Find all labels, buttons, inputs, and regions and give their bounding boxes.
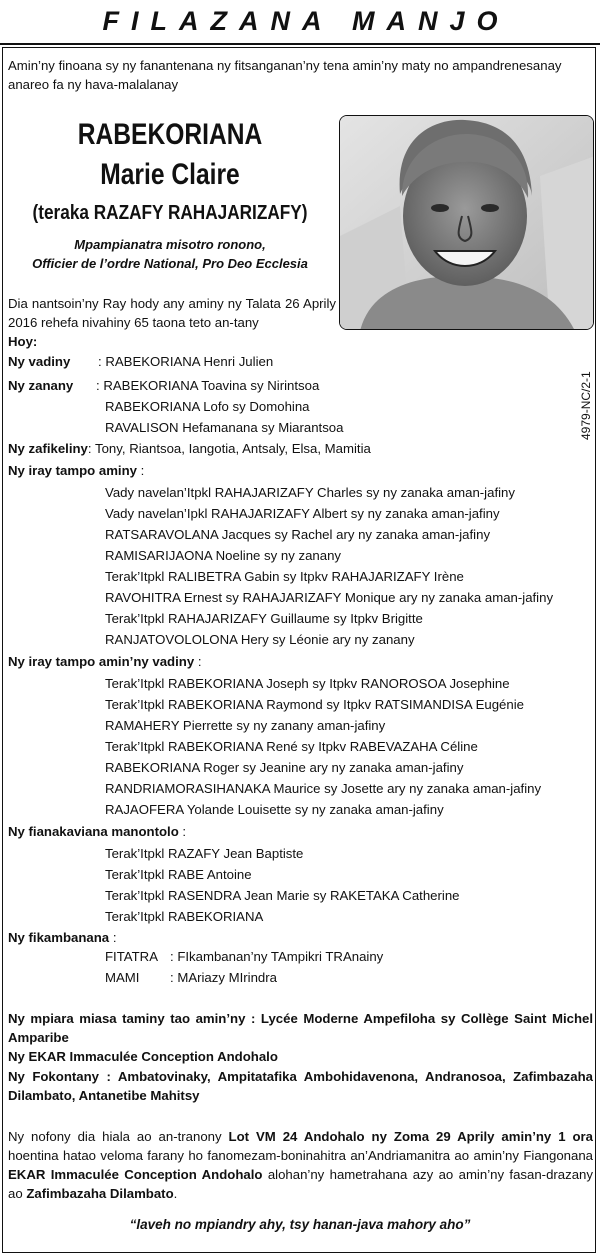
- fianakaviana-heading: [8, 822, 186, 841]
- tampo-vady-line: RAJAOFERA Yolande Louisette sy ny zanaka aman-jafiny: [105, 802, 444, 817]
- tampo-line: RAVOHITRA Ernest sy RAHAJARIZAFY Monique ary ny zanaka aman-jafiny: [105, 590, 554, 605]
- portrait-photo: [339, 115, 594, 330]
- fikambanana-name: : MAriazy MIrindra: [170, 970, 277, 985]
- fikambanana-abbr: FITATRA: [105, 949, 158, 964]
- tampo-vady-line: Terak’Itpkl RABEKORIANA Joseph sy Itpkv RANOROSOA Josephine: [105, 676, 510, 691]
- tampo-vady-heading: [8, 652, 201, 671]
- tampo-vady-label: Ny iray tampo amin’ny vadiny: [8, 654, 195, 669]
- tampo-colon: :: [137, 463, 145, 478]
- tampo-vady-colon: :: [194, 654, 202, 669]
- funeral-place: Lot VM 24 Andohalo ny Zoma 29 Aprily amin’ny 1 ora: [228, 1129, 593, 1144]
- fianakaviana-line: Terak’Itpkl RABEKORIANA: [105, 909, 264, 924]
- zafikeliny-value: : Tony, Riantsoa, Iangotia, Antsaly, Elsa, Mamitia: [87, 441, 371, 456]
- fikambanana-heading: [8, 928, 116, 947]
- fikambanana-abbr: MAMI: [105, 970, 140, 985]
- church-line: Ny EKAR Immaculée Conception Andohalo: [8, 1049, 278, 1064]
- funeral-text: hoentina hatao veloma farany ho fanomezam-boninahitra an’Andriamanitra ao amin’ny Fiangonana: [8, 1148, 593, 1163]
- reference-code: 4979-NC/2-1: [579, 371, 593, 440]
- deceased-surname: RABEKORIANA: [77, 118, 263, 151]
- deceased-titles: [0, 235, 340, 273]
- tampo-label: Ny iray tampo aminy: [8, 463, 137, 478]
- vady-label: Ny vadiny: [8, 354, 71, 369]
- deceased-title-2: Officier de l’ordre National, Pro Deo Ecclesia: [32, 256, 308, 271]
- tampo-vady-line: RABEKORIANA Roger sy Jeanine ary ny zanaka aman-jafiny: [105, 760, 464, 775]
- funeral-paragraph: [8, 1127, 593, 1203]
- tampo-line: RATSARAVOLANA Jacques sy Rachel ary ny zanaka aman-jafiny: [105, 527, 491, 542]
- tampo-line: Vady navelan’Itpkl RAHAJARIZAFY Charles sy ny zanaka aman-jafiny: [105, 485, 515, 500]
- portrait-image: [340, 116, 594, 330]
- page-title: FILAZANA MANJO: [102, 6, 510, 36]
- zanany-line: RAVALISON Hefamanana sy Miarantsoa: [105, 420, 344, 435]
- closing-quote: “laveh no mpiandry ahy, tsy hanan-java mahory aho”: [129, 1217, 471, 1232]
- fianakaviana-line: Terak’Itpkl RASENDRA Jean Marie sy RAKETAKA Catherine: [105, 888, 460, 903]
- fianakaviana-label: Ny fianakaviana manontolo: [8, 824, 179, 839]
- tampo-vady-line: Terak’Itpkl RABEKORIANA Raymond sy Itpkv RATSIMANDISA Eugénie: [105, 697, 524, 712]
- fikambanana-label: Ny fikambanana: [8, 930, 110, 945]
- tampo-vady-line: RANDRIAMORASIHANAKA Maurice sy Josette ary ny zanaka aman-jafiny: [105, 781, 542, 796]
- header-banner: [0, 0, 600, 45]
- zafikeliny-label: Ny zafikeliny: [8, 441, 88, 456]
- fikambanana-name: : FIkambanan’ny TAmpikri TRAnainy: [170, 949, 384, 964]
- deceased-given-names: Marie Claire: [100, 158, 240, 191]
- fokontany-line: Ny Fokontany : Ambatovinaky, Ampitatafika Ambohidavenona, Andranosoa, Zafimbazaha Dilambato, Antanetibe Mahitsy: [8, 1069, 593, 1103]
- hoy-label: Hoy:: [8, 334, 38, 349]
- tampo-line: Terak’Itpkl RALIBETRA Gabin sy Itpkv RAHAJARIZAFY Irène: [105, 569, 464, 584]
- tampo-line: Terak’Itpkl RAHAJARIZAFY Guillaume sy Itpkv Brigitte: [105, 611, 423, 626]
- tampo-line: RANJATOVOLOLONA Hery sy Léonie ary ny zanany: [105, 632, 415, 647]
- funeral-text: Ny nofony dia hiala ao an-tranony: [8, 1129, 229, 1144]
- fianakaviana-line: Terak’Itpkl RABE Antoine: [105, 867, 252, 882]
- fikambanana-colon: :: [109, 930, 117, 945]
- deceased-title-1: Mpampianatra misotro ronono,: [74, 237, 266, 252]
- zanany-label: Ny zanany: [8, 378, 74, 393]
- tampo-vady-line: Terak’Itpkl RABEKORIANA René sy Itpkv RABEVAZAHA Céline: [105, 739, 478, 754]
- tampo-vady-line: RAMAHERY Pierrette sy ny zanany aman-jafiny: [105, 718, 386, 733]
- zanany-line: : RABEKORIANA Toavina sy Nirintsoa: [96, 378, 320, 393]
- deceased-maiden-name: (teraka RAZAFY RAHAJARIZAFY): [32, 202, 308, 224]
- funeral-text: alohan’ny hametrahana azy ao amin’ny fasan-drazany ao: [8, 1167, 593, 1201]
- tampo-line: RAMISARIJAONA Noeline sy ny zanany: [105, 548, 342, 563]
- tampo-line: Vady navelan’Ipkl RAHAJARIZAFY Albert sy ny zanaka aman-jafiny: [105, 506, 500, 521]
- death-announcement: Dia nantsoin’ny Ray hody any aminy ny Talata 26 Aprily 2016 rehefa nivahiny 65 taona teto an-tany: [8, 296, 336, 330]
- tampo-heading: [8, 461, 144, 480]
- intro-text: Amin’ny finoana sy ny fanantenana ny fitsanganan’ny tena amin’ny maty no ampandrenesanay anareo fa ny hava-malalanay: [8, 58, 562, 92]
- funeral-burial-place: Zafimbazaha Dilambato: [26, 1186, 174, 1201]
- vady-value: : RABEKORIANA Henri Julien: [98, 354, 274, 369]
- funeral-text: .: [173, 1186, 178, 1201]
- zafikeliny-row: [8, 439, 371, 458]
- zanany-line: RABEKORIANA Lofo sy Domohina: [105, 399, 310, 414]
- colleagues-line: Ny mpiara miasa taminy tao amin’ny : Lycée Moderne Ampefiloha sy Collège Saint Michel Amparibe: [8, 1011, 593, 1045]
- fianakaviana-line: Terak’Itpkl RAZAFY Jean Baptiste: [105, 846, 304, 861]
- funeral-church: EKAR Immaculée Conception Andohalo: [8, 1167, 263, 1182]
- fianakaviana-colon: :: [178, 824, 187, 839]
